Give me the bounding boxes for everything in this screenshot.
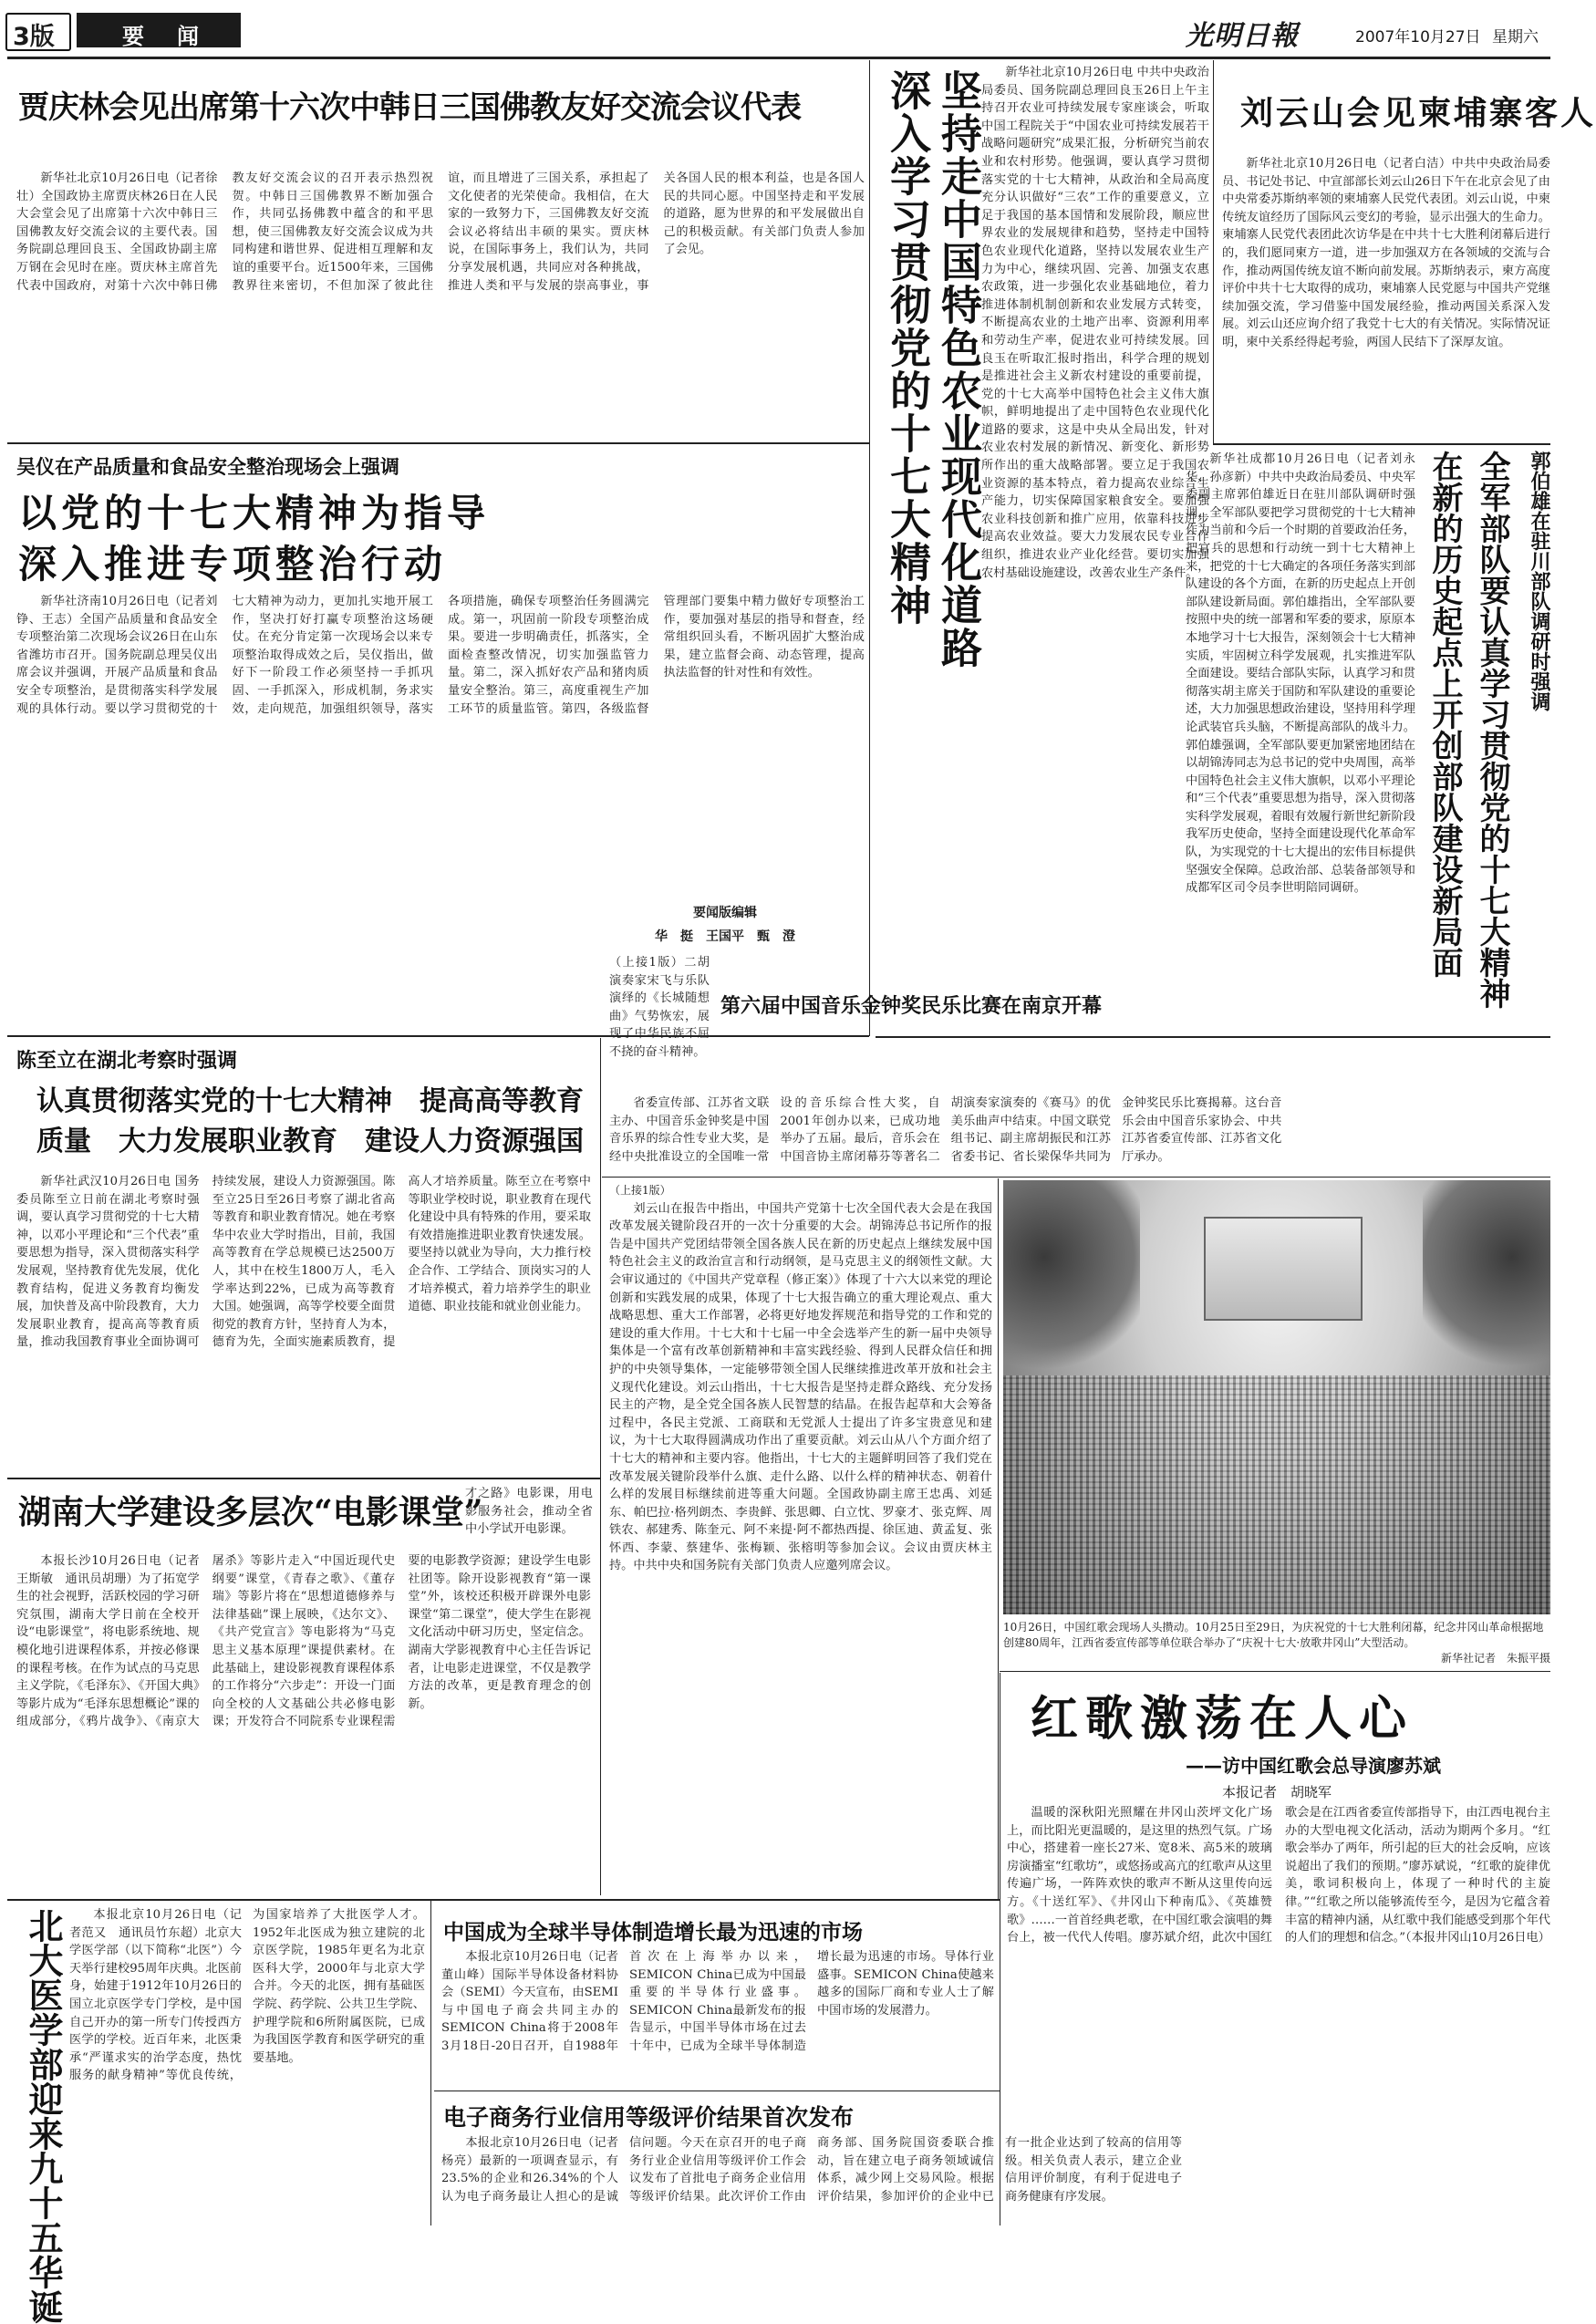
column-rule: [600, 1038, 601, 1895]
wu-text: 新华社济南10月26日电（记者刘铮、王志）全国产品质量和食品安全专项整治第二次现场会议26日在山东省潍坊市召开。国务院副总理吴仪出席会议并强调，开展产品质量和食品安全专项整治，是贯彻落实科学发展观的具体行动。要以学习贯彻党的十七大精神为动力，更加扎实地开展工作，坚决打好打赢专项整治这场硬仗。在充分肯定第一次现场会以来专项整治取得成效之后，吴仪指出，做好下一阶段工作必须坚持一手抓巩固、一手抓深入，形成机制，务求实效，走向规范，加强组织领导，落实各项措施，确保专项整治任务圆满完成。第一，巩固前一阶段专项整治成果。要进一步明确责任，抓落实，全面检查整改情况，切实加强监管力量。第二，深入抓好农产品和猪肉质量安全整治。第三，高度重视生产加工环节的质量监管。第四，各级监督管理部门要集中精力做好专项整治工作，要加强对基层的指导和督查，经常组织回头看，不断巩固扩大整治成果，建立监督会商、动态管理，提高执法监督的针对性和有效性。: [16, 595, 865, 716]
guo-text: 新华社成都10月26日电（记者刘永华、孙彦新）中共中央政治局委员、中央军委副主席郭伯雄近日在驻川部队调研时强调，全军部队要把学习贯彻党的十七大精神作为当前和今后一个时期的首要政治任务，把官兵的思想和行动统一到十七大精神上来，把党的十七大确定的各项任务落实到部队建设的各个方面，在新的历史起点上开创部队建设新局面。郭伯雄指出，全军部队要按照中央的统一部署和军委的要求，原原本本地学习十七大报告，深刻领会十七大精神实质，牢固树立科学发展观，扎实推进军队全面建设。要结合部队实际，认真学习和贯彻落实胡主席关于国防和军队建设的重要论述，大力加强思想政治建设，坚持用科学理论武装官兵头脑，不断提高部队的战斗力。郭伯雄强调，全军部队要更加紧密地团结在以胡锦涛同志为总书记的党中央周围，高举中国特色社会主义伟大旗帜，以邓小平理论和“三个代表”重要思想为指导，深入贯彻落实科学发展观，着眼有效履行新世纪新阶段我军历史使命，坚持全面建设现代化革命军队，为实现党的十七大提出的宏伟目标提供坚强安全保障。总政治部、总装备部领导和成都军区司令员李世明陪同调研。: [1186, 452, 1415, 896]
chen-body: [16, 1173, 591, 1472]
page-number: 3版: [13, 23, 55, 51]
ecommerce-text: 本报北京10月26日电（记者杨亮）最新的一项调查显示，有23.5%的企业和26.34%的个人认为电子商务最让人担心的是诚信问题。今天在京召开的电子商务行业企业信用等级评价工作会议发布了首批电子商务企业信用等级评价结果。此次评价工作由商务部、国务院国资委联合推动，旨在建立电子商务领域诚信体系，减少网上交易风险。根据评价结果，参加评价的企业中已有一批企业达到了较高的信用等级。相关负责人表示，建立企业信用评价制度，有利于促进电子商务健康有序发展。: [441, 2136, 1182, 2204]
hui-text: 新华社北京10月26日电 中共中央政治局委员、国务院副总理回良玉26日上午主持召开农业可持续发展专家座谈会，听取中国工程院关于“中国农业可持续发展若干战略问题研究”成果汇报，分析研究当前农业和农村形势。他强调，要认真学习贯彻落实党的十七大精神，从政治和全局高度充分认识做好“三农”工作的重要意义，立足于我国的基本国情和发展阶段，顺应世界农业的发展规律和趋势，坚持走中国特色农业现代化道路，坚持以发展农业生产力为中心，继续巩固、完善、加强支农惠农政策，进一步强化农业基础地位，着力推进体制机制创新和农业发展方式转变，不断提高农业的土地产出率、资源利用率和劳动生产率，促进农业可持续发展。回良玉在听取汇报时指出，科学合理的规划是推进社会主义新农村建设的重要前提，党的十七大高举中国特色社会主义伟大旗帜，鲜明地提出了走中国特色农业现代化道路的要求，这是中央从全局出发，针对农业农村发展的新情况、新变化、新形势所作出的重大战略部署。要立足于我国农业资源的基本特点，着力提高农业综合生产能力，切实保障国家粮食安全。要加强农业科技创新和推广应用，依靠科技进步提高农业效益。要大力发展农民专业合作组织，推进农业产业化经营。要切实加强农村基础设施建设，改善农业生产条件。: [981, 66, 1209, 580]
section-rule: [1000, 1671, 1550, 1672]
music-headline-main: 第六届中国音乐金钟奖民乐比赛在南京开幕: [720, 995, 1103, 1018]
tree-left: [1003, 1180, 1140, 1372]
section-tag: [77, 13, 241, 47]
column-rule: [869, 60, 870, 1036]
hui-body: [981, 64, 1209, 1031]
hongge-byline: 本报记者 胡晓军: [1222, 1784, 1332, 1800]
section-rule: [7, 1478, 600, 1479]
ecommerce-headline: 电子商务行业信用等级评价结果首次发布: [443, 2104, 855, 2131]
stage-structure: [1204, 1217, 1363, 1321]
column-rule: [430, 1901, 431, 2225]
chen-headline-2: 质量 大力发展职业教育 建设人力资源强国: [36, 1126, 584, 1157]
guo-kicker: 郭伯雄在驻川部队调研时强调: [1528, 451, 1550, 711]
wu-kicker: 吴仪在产品质量和食品安全整治现场会上强调: [16, 456, 399, 478]
liu-report-body: [609, 1182, 992, 2012]
issue-weekday: 星期六: [1492, 28, 1539, 47]
section-rule: [7, 442, 869, 444]
chip-headline: 中国成为全球半导体制造增长最为迅速的市场: [443, 1921, 863, 1945]
music-intro-text: （上接1版）二胡演奏家宋飞与乐队演绎的《长城随想曲》气势恢宏，展现了中华民族不屈不挠的奋斗精神。: [609, 956, 710, 1059]
wu-headline-2: 深入推进专项整治行动: [18, 542, 448, 586]
music-text: 省委宣传部、江苏省文联主办、中国音乐金钟奖是中国音乐界的综合性专业大奖，是经中央批准设立的全国唯一常设的音乐综合性大奖，自2001年创办以来，已成功地举办了五届。最后，音乐会在中国音协主席闭幕芬等著名二胡演奏家演奏的《赛马》的优美乐曲声中结束。中国文联党组书记、副主席胡振民和江苏省委书记、省长梁保华共同为金钟奖民乐比赛揭幕。这台音乐会由中国音乐家协会、中共江苏省委宣传部、江苏省文化厅承办。: [609, 1096, 1282, 1164]
liu-body: [1222, 155, 1550, 438]
hongge-text: 温暖的深秋阳光照耀在井冈山茨坪文化广场上，而比阳光更温暖的，是这里的热烈气氛。广场中心，搭建着一座长27米、宽8米、高5米的玻璃房演播室“红歌坊”，或悠扬或高亢的红歌声从这里传遍广场，一阵阵欢快的歌声不断从这里传向远方。《十送红军》、《井冈山下种南瓜》、《英雄赞歌》……一首首经典老歌，在中国红歌会演唱的舞台上，被一代代人传唱。廖苏斌介绍，此次中国红歌会是在江西省委宣传部指导下，由江西电视台主办的大型电视文化活动，活动为期两个多月。“红歌会举办了两年，所引起的巨大的社会反响，应该说超出了我们的预期。”廖苏斌说，“红歌的旋律优美，歌词积极向上，体现了一种时代的主旋律。”“红歌之所以能够流传至今，是因为它蕴含着丰富的精神内涵，从红歌中我们能感受到那个年代的人们的理想和信念。”（本报井冈山10月26日电）: [1007, 1806, 1550, 1945]
chip-body: [441, 1948, 994, 2085]
guo-body: [1186, 451, 1415, 1034]
music-intro: [609, 954, 710, 1091]
chen-kicker: 陈至立在湖北考察时强调: [16, 1050, 238, 1073]
column-rule: [1213, 60, 1214, 443]
hunan-text: 本报长沙10月26日电（记者王斯敏 通讯员胡珊）为了拓宽学生的社会视野，活跃校园的学习研究氛围，湖南大学日前在全校开设“电影课堂”，将电影系统地、规模化地引进课程体系，并按必修课的课程考核。在作为试点的马克思主义学院，《毛泽东》、《开国大典》等影片成为“毛泽东思想概论”课的组成部分，《鸦片战争》、《南京大屠杀》等影片走入“中国近现代史纲要”课堂，《青春之歌》、《董存瑞》等影片将在“思想道德修养与法律基础”课上展映，《达尔文》、《共产党宣言》等电影将为“马克思主义基本原理”课提供素材。在此基础上，建设影视教育课程体系的工作将分“六步走”：开设一门面向全校的人文基础公共必修电影课；开发符合不同院系专业课程需要的电影教学资源；建设学生电影社团等。除开设影视教育“第一课堂”外，该校还积极开辟课外电影课堂“第二课堂”，使大学生在影视文化活动中研习历史，坚定信念。湖南大学影视教育中心主任告诉记者，让电影走进课堂，不仅是教学方法的改革，更是教育理念的创新。: [16, 1554, 591, 1729]
photo-caption-box: [1003, 1620, 1550, 1665]
red-song-festival-photo: [1003, 1180, 1550, 1614]
tree-right: [1423, 1180, 1550, 1372]
liu-headline: 刘云山会见柬埔寨客人: [1240, 94, 1596, 132]
liu-report-intro: （上接1版）: [609, 1184, 671, 1197]
wu-headline-1: 以党的十七大精神为指导: [18, 491, 491, 535]
section-rule: [1213, 443, 1550, 445]
hongge-subhead: ——访中国红歌会总导演廖苏斌: [1186, 1755, 1441, 1777]
section-label: 要 闻: [122, 24, 204, 49]
chen-headline-1: 认真贯彻落实党的十七大精神 提高高等教育: [36, 1085, 584, 1117]
hui-headline-1: 坚持走中国特色农业现代化道路: [934, 69, 982, 669]
editors-box: [584, 903, 866, 949]
peking-body: [69, 1906, 425, 2224]
hunan-side-text: 才之路》电影课，用电影服务社会，推动全省中小学试开电影课。: [465, 1487, 593, 1537]
page-number-box: [5, 13, 71, 51]
photo-credit: 新华社记者 朱振平摄: [1440, 1652, 1550, 1665]
masthead: [0, 0, 1558, 57]
masthead-rule: [7, 57, 1550, 59]
peking-headline: 北大医学部迎来九十五华诞: [23, 1908, 64, 2324]
hunan-side: [465, 1485, 593, 1549]
hui-headline-2: 深入学习贯彻党的十七大精神: [883, 69, 931, 627]
hunan-body: [16, 1552, 591, 1893]
section-rule: [7, 1899, 1000, 1901]
paper-name: 光明日報: [1186, 20, 1299, 52]
liu-text: 新华社北京10月26日电（记者白洁）中共中央政治局委员、书记处书记、中宣部部长刘云山26日下午在北京会见了由中央常委苏斯纳率领的柬埔寨人民党代表团。刘云山说，中柬传统友谊经历了国际风云变幻的考验，显示出强大的生命力。柬埔寨人民党代表团此次访华是在中共十七大胜利闭幕后进行的，我们愿同柬方一道，进一步加强双方在各领域的交流与合作，推动两国传统友谊不断向前发展。苏斯纳表示，柬方高度评价中共十七大取得的成功，柬埔寨人民党愿与中国共产党继续加强交流，学习借鉴中国发展经验，推动两国关系深入发展。刘云山还应询介绍了我党十七大的有关情况。实际情况证明，柬中关系经得起考验，两国人民结下了深厚友谊。: [1222, 157, 1550, 349]
issue-date: 2007年10月27日: [1355, 28, 1481, 47]
column-rule: [998, 1178, 999, 1899]
ecommerce-body: [441, 2134, 1182, 2222]
liu-report-text: 刘云山在报告中指出，中国共产党第十七次全国代表大会是在我国改革发展关键阶段召开的一次十分重要的大会。胡锦涛总书记所作的报告是中国共产党团结带领全国各族人民在新的历史起点上继续发展中国特色社会主义的政治宣言和行动纲领，是马克思主义的纲领性文献。大会审议通过的《中国共产党章程（修正案）》体现了十六大以来党的理论创新和实践发展的成果，体现了十七大报告确立的重大理论观点、重大战略思想、重大工作部署，必将更好地发挥规范和指导党的工作和党的建设的重大作用。十七大和十七届一中全会选举产生的新一届中央领导集体是一个富有改革创新精神和丰富实践经验、得到人民群众信任和拥护的中央领导集体，一定能够带领全国人民继续推进改革开放和社会主义现代化建设。刘云山指出，十七大报告是坚持走群众路线、充分发扬民主的产物，是全党全国各族人民智慧的结晶。在报告起草和大会筹备过程中，各民主党派、工商联和无党派人士提出了许多宝贵意见和建议，为十七大取得圆满成功作出了重要贡献。刘云山从八个方面介绍了十七大的精神和主要内容。他指出，十七大的主题鲜明回答了我们党在改革发展关键阶段举什么旗、走什么路、以什么样的精神状态、朝着什么样的发展目标继续前进等重大问题。全国政协副主席王忠禹、刘延东、帕巴拉·格列朗杰、李贵鲜、张思卿、白立忱、罗豪才、张克辉、周铁农、郝建秀、陈奎元、阿不来提·阿不都热西提、徐匡迪、黄孟复、张怀西、李蒙、蔡建华、张梅颖、张榕明等参加会议。会议由贾庆林主持。中共中央和国务院有关部门负责人应邀列席会议。: [609, 1201, 992, 1573]
editors-names: 华 挺 王国平 甄 澄: [655, 929, 795, 944]
hongge-headline: 红歌激荡在人心: [1031, 1691, 1415, 1747]
wu-body-main: [16, 593, 865, 1023]
section-rule: [602, 1177, 1550, 1178]
chip-text: 本报北京10月26日电（记者董山峰）国际半导体设备材料协会（SEMI）今天宣布，由SEMI与中国电子商会共同主办的SEMICON China将于2008年3月18日-20日召开，自1988年首次在上海举办以来，SEMICON China已成为中国最重要的半导体行业盛事。SEMICON China最新发布的报告显示，中国半导体市场在过去十年中，已成为全球半导体制造增长最为迅速的市场。导体行业盛事。SEMICON China使越来越多的国际厂商和专业人士了解中国市场的发展潜力。: [441, 1950, 994, 2053]
jia-text: 新华社北京10月26日电（记者徐壮）全国政协主席贾庆林26日在人民大会堂会见了出席第十六次中韩日三国佛教友好交流会议的主要代表。国务院副总理回良玉、全国政协副主席万钢在会见时在座。贾庆林主席首先代表中国政府，对第十六次中韩日佛教友好交流会议的召开表示热烈祝贺。中韩日三国佛教界不断加强合作，共同弘扬佛教中蕴含的和平思想，使三国佛教友好交流会议成为共同构建和谐世界、促进相互理解和友谊的重要平台。近1500年来，三国佛教界往来密切，不但加深了彼此往谊，而且增进了三国关系，承担起了文化使者的光荣使命。我相信，在大家的一致努力下，三国佛教友好交流会议必将结出丰硕的果实。贾庆林说，在国际事务上，我们认为，共同分享发展机遇，共同应对各种挑战，推进人类和平与发展的崇高事业，事关各国人民的根本利益，也是各国人民的共同心愿。中国坚持走和平发展的道路，愿为世界的和平发展做出自己的积极贡献。有关部门负责人参加了会见。: [16, 171, 865, 293]
peking-text: 本报北京10月26日电（记者范又 通讯员竹东超）北京大学医学部（以下简称“北医”）今天举行建校95周年庆典。北医前身，始建于1912年10月26日的国立北京医学专门学校，是中国自己开办的第一所专门传授西方医学的学校。近百年来，北医秉承“严谨求实的治学态度，热忱服务的献身精神”等优良传统，为国家培养了大批医学人才。1952年北医成为独立建院的北京医学院，1985年更名为北京医科大学，2000年与北京大学合并。今天的北医，拥有基础医学院、药学院、公共卫生学院、护理学院和6所附属医院，已成为我国医学教育和医学研究的重要基地。: [69, 1908, 425, 2083]
chen-text: 新华社武汉10月26日电 国务委员陈至立日前在湖北考察时强调，要认真学习贯彻党的十七大精神，以邓小平理论和“三个代表”重要思想为指导，深入贯彻落实科学发展观，坚持教育优先发展，优化教育结构，促进义务教育均衡发展，加快普及高中阶段教育，大力发展职业教育，提高高等教育质量，推动我国教育事业全面协调可持续发展，建设人力资源强国。陈至立25日至26日考察了湖北省高等教育和职业教育情况。她在考察华中农业大学时指出，目前，我国高等教育在学总规模已达2500万人，其中在校生1800万人，毛入学率达到22%，已成为高等教育大国。她强调，高等学校要全面贯彻党的教育方针，坚持育人为本，德育为先，全面实施素质教育，提高人才培养质量。陈至立在考察中等职业学校时说，职业教育在现代化建设中具有特殊的作用，要采取有效措施推进职业教育快速发展。要坚持以就业为导向，大力推行校企合作、工学结合、顶岗实习的人才培养模式，着力培养学生的职业道德、职业技能和就业创业能力。: [16, 1175, 591, 1350]
hunan-headline: 湖南大学建设多层次“电影课堂”: [18, 1493, 483, 1531]
section-rule: [7, 1035, 869, 1037]
music-body: [609, 1095, 1282, 1173]
jia-body: [16, 170, 865, 434]
guo-headline-2: 在新的历史起点上开创部队建设新局面: [1426, 451, 1463, 978]
jia-headline: 贾庆林会见出席第十六次中韩日三国佛教友好交流会议代表: [18, 89, 801, 126]
editors-label: 要闻版编辑: [693, 906, 757, 920]
photo-caption: 10月26日，中国红歌会现场人头攒动。10月25日至29日，为庆祝党的十七大胜利闭幕，纪念井冈山革命根据地创建80周年，江西省委宣传部等单位联合举办了“庆祝十七大·放歌井冈山”大型活动。: [1003, 1621, 1544, 1649]
section-rule: [876, 1036, 1550, 1038]
guo-headline-1: 全军部队要认真学习贯彻党的十七大精神: [1474, 451, 1510, 1009]
